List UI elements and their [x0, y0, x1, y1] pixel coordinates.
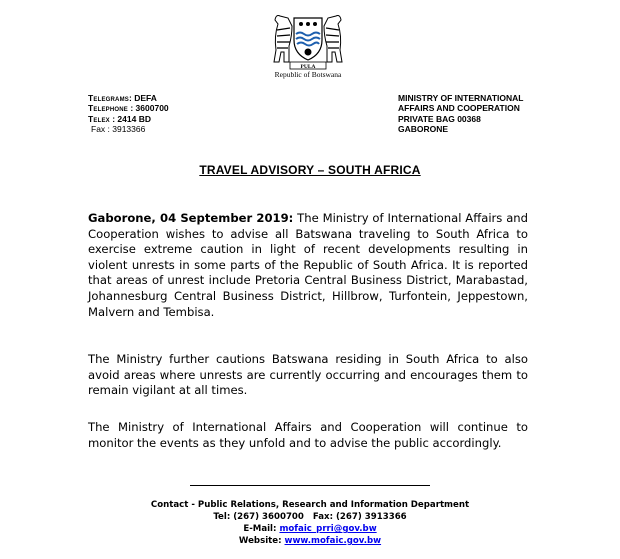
telephone-label: Telephone [88, 103, 128, 114]
republic-caption: Republic of Botswana [274, 70, 342, 79]
footer-contact [0, 499, 620, 547]
website-label: Website: [238, 536, 285, 546]
advisory-paragraph-2: The Ministry further cautions Batswana residing in South Africa to also avoid areas where unrests are currently occurring and encourages them to remain vigilant at all times. [88, 352, 528, 398]
footer-tel-fax: Tel: (267) 3600700 Fax: (267) 3913366 [213, 512, 407, 522]
telegrams-line [88, 93, 169, 103]
footer-department: Contact - Public Relations, Research and Information Department [150, 500, 470, 510]
fax-line: Fax : 3913366 [91, 123, 146, 134]
advisory-paragraph-1 [88, 211, 528, 320]
ministry-line: MINISTRY OF INTERNATIONAL [398, 93, 524, 103]
email-label: E-Mail: [243, 524, 280, 534]
telephone-line [88, 103, 169, 113]
ministry-address [398, 93, 523, 134]
telegrams-value: : DEFA [129, 93, 157, 103]
email-link[interactable]: mofaic_prri@gov.bw [279, 524, 377, 534]
telex-line [88, 114, 169, 124]
ministry-line: GABORONE [398, 123, 449, 134]
telex-value: : 2414 BD [109, 113, 151, 124]
botswana-coat-of-arms-icon [266, 6, 350, 70]
footer-divider [190, 485, 430, 486]
footer-email-line [0, 523, 620, 535]
ministry-line: AFFAIRS AND COOPERATION [398, 103, 520, 114]
website-link[interactable]: www.mofaic.gov.bw [284, 536, 382, 546]
ministry-line: PRIVATE BAG 00368 [398, 113, 481, 124]
footer-website-line [0, 535, 620, 547]
advisory-paragraph-3: The Ministry of International Affairs and Cooperation will continue to monitor the events as they unfold and to advise the public accordingly. [88, 420, 528, 450]
crest-motto: PULA [300, 64, 316, 70]
telegrams-label: Telegrams [88, 93, 129, 103]
paragraph-1-text: The Ministry of International Affairs and Cooperation wishes to advise all Batswana traveling to South Africa to exercise extreme caution in light of recent developments resulting in violent unrests in some parts of the Republic of South Africa. It is reported that areas of unrest include Pretoria Central Business District, Marabastad, Johannesburg Central Business District, Hillbrow, Turfontein, Jeppestown, Malvern and Tembisa. [88, 211, 528, 319]
telex-label: Telex [88, 113, 110, 124]
advisory-title: TRAVEL ADVISORY – SOUTH AFRICA [199, 163, 421, 177]
dateline: Gaborone, 04 September 2019: [88, 211, 294, 225]
telephone-value: : 3600700 [128, 103, 169, 114]
contact-block [88, 93, 169, 134]
